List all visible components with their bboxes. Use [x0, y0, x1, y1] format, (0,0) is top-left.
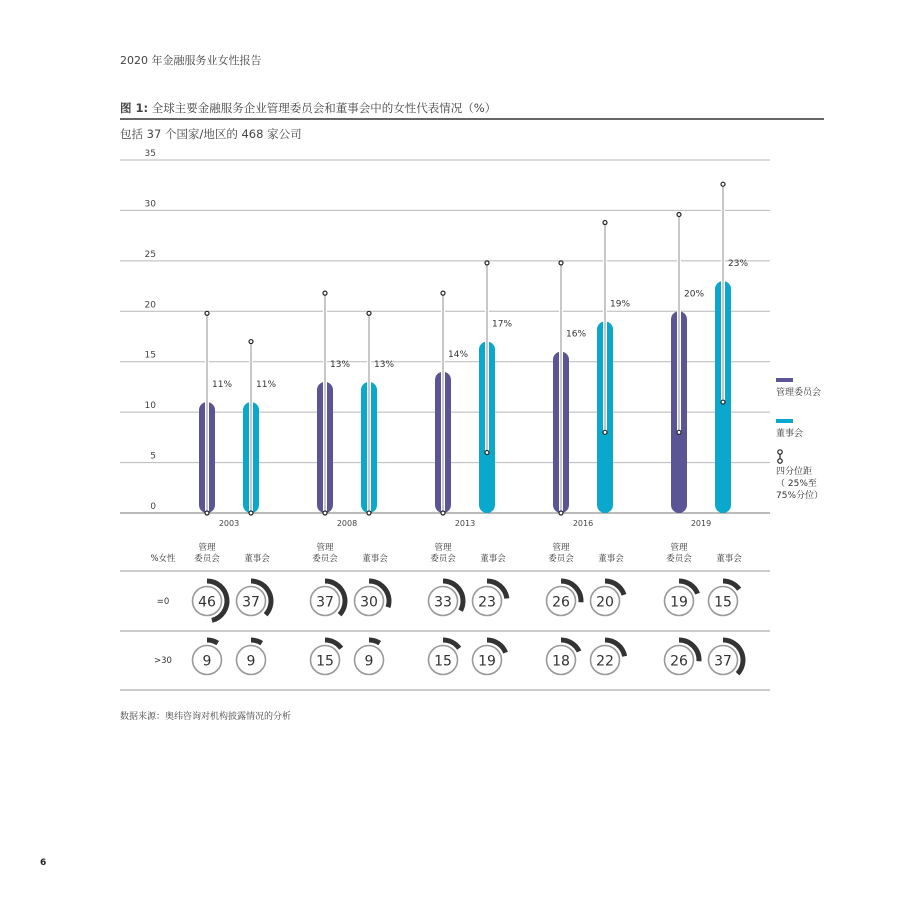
ring-value: 15 — [316, 653, 334, 670]
stats-table — [120, 542, 770, 690]
table-col-header-mgmt: 管理 — [316, 543, 334, 553]
table-row-header: %女性 — [150, 554, 176, 564]
y-tick-label: 35 — [144, 149, 156, 159]
table-col-header-mgmt: 委员会 — [666, 554, 692, 564]
whisker-cap — [485, 261, 489, 265]
y-tick-label: 10 — [144, 401, 156, 412]
data-label: 11% — [212, 380, 233, 391]
ring-value: 37 — [242, 594, 260, 611]
legend-iqr-cap — [778, 450, 782, 454]
table-col-header-board: 董事会 — [716, 554, 742, 564]
whisker-cap — [677, 212, 681, 216]
y-tick-label: 30 — [144, 199, 156, 210]
x-tick-label: 2003 — [218, 519, 240, 528]
whisker-cap — [205, 311, 209, 315]
figure-subtitle: 包括 37 个国家/地区的 468 家公司 — [120, 127, 302, 141]
data-label: 14% — [448, 349, 469, 360]
ring-value: 9 — [364, 653, 374, 670]
bars — [199, 281, 731, 513]
table-col-header-mgmt: 委员会 — [430, 554, 456, 564]
x-tick-label: 2013 — [454, 519, 476, 528]
legend-swatch-management — [776, 378, 793, 382]
legend — [776, 378, 823, 501]
x-tick-label: 2016 — [572, 519, 594, 528]
data-label: 13% — [374, 359, 395, 370]
ring-value: 37 — [714, 653, 732, 670]
legend-label-iqr-3: 75%分位） — [776, 491, 824, 501]
source-note: 数据来源：奥纬咨询对机构披露情况的分析 — [120, 712, 292, 722]
whisker-cap — [721, 182, 725, 186]
legend-label-management: 管理委员会 — [776, 388, 822, 398]
legend-label-iqr-1: 四分位距 — [776, 467, 813, 477]
table-col-header-board: 董事会 — [480, 554, 506, 564]
ring-value: 9 — [202, 653, 212, 670]
whisker-cap — [559, 511, 563, 515]
ring-fill-arc — [207, 640, 218, 643]
iqr-whiskers — [205, 182, 725, 515]
whisker-cap — [441, 511, 445, 515]
x-tick-labels — [219, 519, 711, 528]
x-tick-label: 2008 — [336, 519, 358, 528]
ring-value: 46 — [198, 594, 216, 611]
ring-value: 37 — [316, 594, 334, 611]
whisker-cap — [205, 511, 209, 515]
running-head: 2020 年金融服务业女性报告 — [120, 54, 262, 67]
whisker-cap — [603, 221, 607, 225]
table-col-header-mgmt: 委员会 — [548, 554, 574, 564]
legend-label-board: 董事会 — [776, 429, 804, 439]
table-col-header-board: 董事会 — [244, 554, 270, 564]
table-row-label: >30 — [154, 656, 172, 666]
legend-swatch-board — [776, 419, 793, 423]
data-label: 19% — [610, 299, 631, 310]
whisker-cap — [323, 291, 327, 295]
y-tick-label: 5 — [150, 451, 156, 462]
whisker-cap — [441, 291, 445, 295]
ring-value: 22 — [596, 653, 614, 670]
ring-value: 30 — [360, 594, 378, 611]
ring-value: 33 — [434, 594, 452, 611]
ring-value: 15 — [434, 653, 452, 670]
data-label: 20% — [684, 289, 705, 300]
table-col-header-mgmt: 管理 — [434, 543, 452, 553]
whisker-cap — [249, 340, 253, 344]
data-label: 23% — [728, 259, 749, 270]
x-tick-label: 2019 — [690, 519, 712, 528]
page-number: 6 — [40, 858, 47, 868]
ring-value: 26 — [670, 653, 688, 670]
whisker-cap — [249, 511, 253, 515]
y-tick-label: 25 — [144, 249, 156, 260]
ring-fill-arc — [369, 640, 380, 643]
y-tick-label: 20 — [144, 300, 156, 311]
table-col-header-board: 董事会 — [598, 554, 624, 564]
figure-number: 图 1: — [120, 101, 149, 115]
ring-value: 19 — [478, 653, 496, 670]
figure-title-text: 全球主要金融服务企业管理委员会和董事会中的女性代表情况（%） — [151, 101, 497, 115]
legend-iqr-cap — [778, 459, 782, 463]
table-col-header-mgmt: 委员会 — [194, 554, 220, 564]
data-label: 17% — [492, 319, 513, 330]
legend-label-iqr-2: （ 25%至 — [776, 479, 817, 489]
whisker-cap — [367, 311, 371, 315]
y-tick-labels — [145, 149, 157, 512]
table-col-header-mgmt: 委员会 — [312, 554, 338, 564]
table-row-label: =0 — [156, 597, 170, 607]
ring-value: 18 — [552, 653, 570, 670]
ring-value: 23 — [478, 594, 496, 611]
data-label: 11% — [256, 380, 277, 391]
whisker-cap — [559, 261, 563, 265]
y-tick-label: 15 — [144, 350, 156, 361]
whisker-cap — [323, 511, 327, 515]
ring-value: 20 — [596, 594, 614, 611]
data-label: 13% — [330, 359, 351, 370]
ring-fill-arc — [251, 640, 262, 643]
whisker-cap — [721, 400, 725, 404]
table-col-header-mgmt: 管理 — [552, 543, 570, 553]
ring-value: 26 — [552, 594, 570, 611]
whisker-cap — [677, 430, 681, 434]
ring-value: 19 — [670, 594, 688, 611]
table-col-header-mgmt: 管理 — [198, 543, 216, 553]
whisker-cap — [603, 430, 607, 434]
ring-value: 9 — [246, 653, 256, 670]
whisker-cap — [367, 511, 371, 515]
data-label: 16% — [566, 329, 587, 340]
whisker-cap — [485, 450, 489, 454]
table-col-header-mgmt: 管理 — [670, 543, 688, 553]
y-tick-label: 0 — [150, 502, 156, 512]
ring-value: 15 — [714, 594, 732, 611]
table-col-header-board: 董事会 — [362, 554, 388, 564]
